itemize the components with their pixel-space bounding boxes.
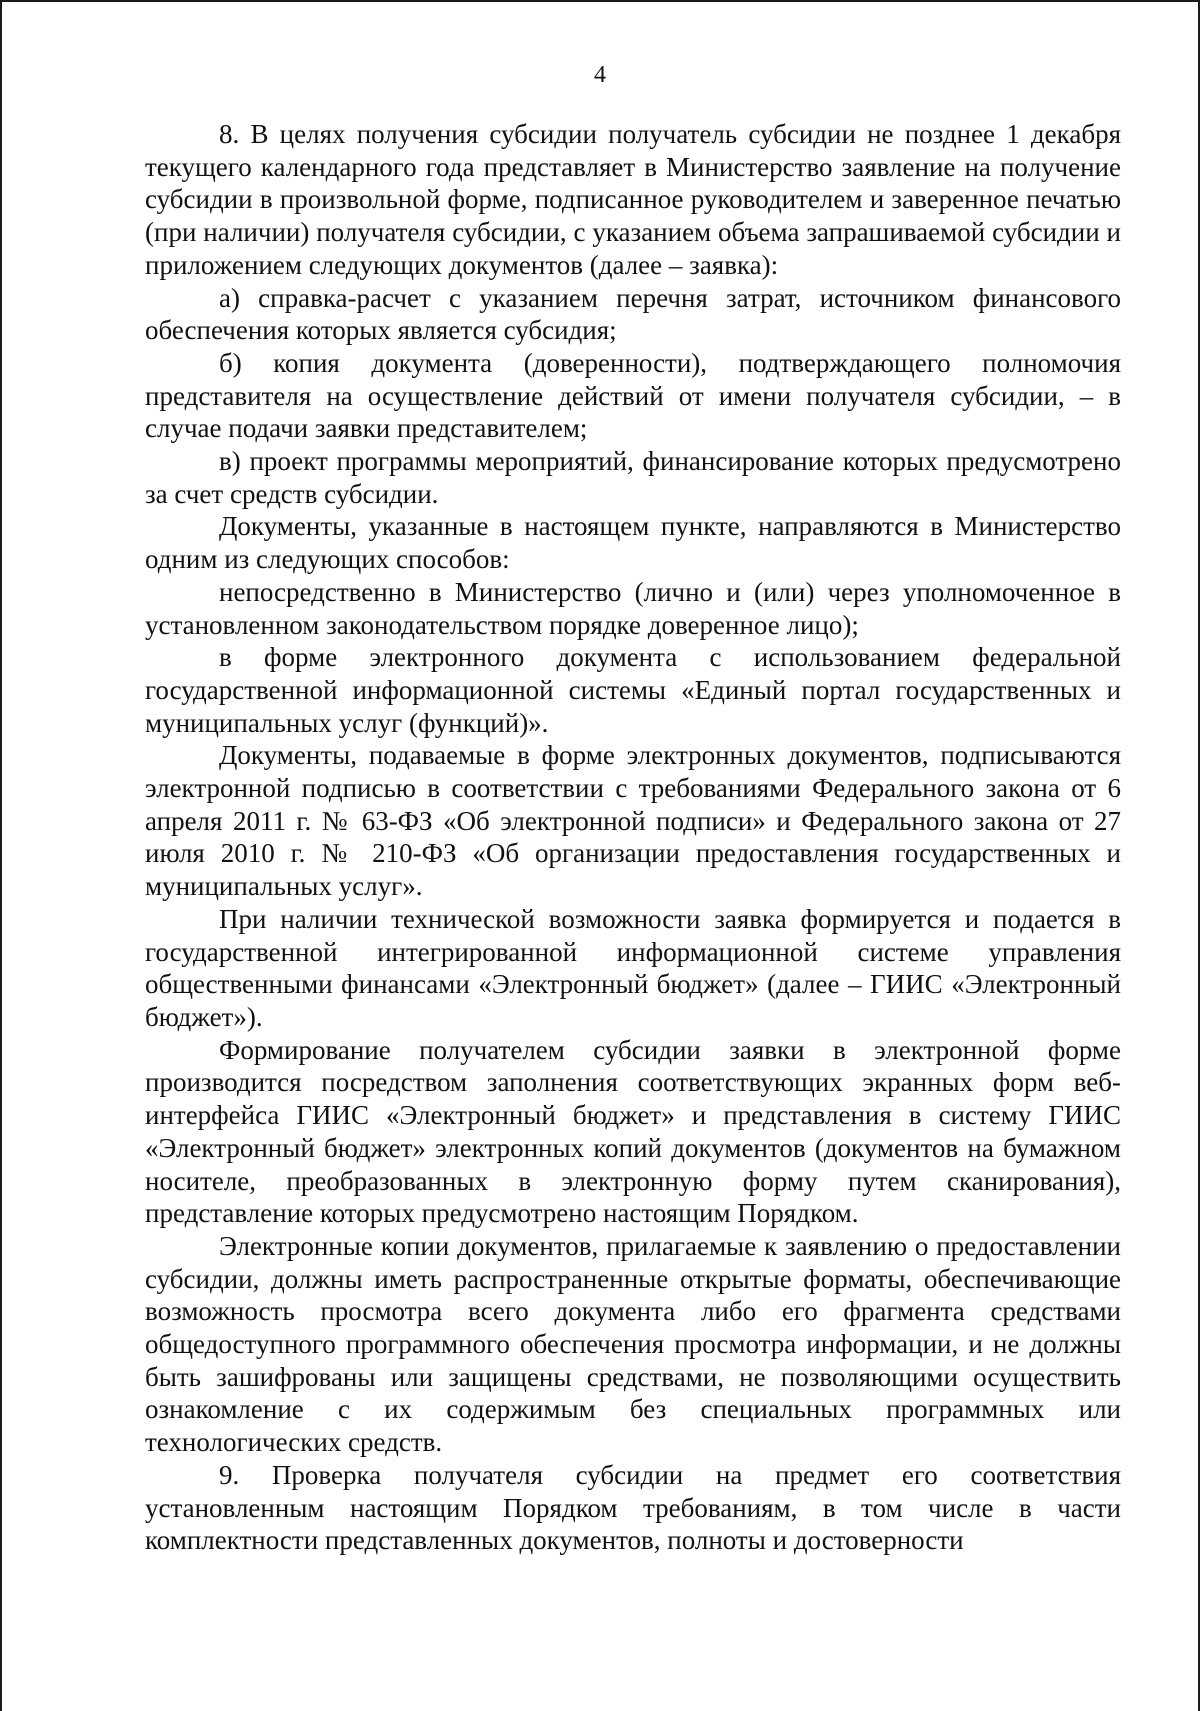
scan-border-left <box>0 0 2 1711</box>
paragraph-8b: б) копия документа (доверенности), подтверждающего полномочия представителя на осуществление действий от имени получателя субсидии, – в случае подачи заявки представителем; <box>145 347 1121 444</box>
paragraph-8a: а) справка-расчет с указанием перечня затрат, источником финансового обеспечения которых является субсидия; <box>145 282 1121 346</box>
paragraph-8-intro: 8. В целях получения субсидии получатель субсидии не позднее 1 декабря текущего календарного года представляет в Министерство заявление на получение субсидии в произвольной форме, подписанное руководителем и заверенное печатью (при наличии) получателя субсидии, с указанием объема запрашиваемой субсидии и приложением следующих документов (далее – заявка): <box>145 119 1121 280</box>
paragraph-electronic-form: Формирование получателем субсидии заявки в электронной форме производится посредством заполнения соответствующих экранных форм веб-интерфейса ГИИС «Электронный бюджет» и представления в систему ГИИС «Электронный бюджет» электронных копий документов (документов на бумажном носителе, преобразованных в электронную форму путем сканирования), представление которых предусмотрено настоящим Порядком. <box>145 1034 1121 1229</box>
paragraph-electronic-signature: Документы, подаваемые в форме электронных документов, подписываются электронной подписью в соответствии с требованиями Федерального закона от 6 апреля 2011 г. № 63-ФЗ «Об электронной подписи» и Федерального закона от 27 июля 2010 г. № 210-ФЗ «Об организации предоставления государственных и муниципальных услуг». <box>145 740 1121 902</box>
paragraph-submission-methods: Документы, указанные в настоящем пункте, направляются в Министерство одним из следующих способов: <box>145 511 1121 575</box>
page-number: 4 <box>594 62 606 88</box>
paragraph-9-verification: 9. Проверка получателя субсидии на предмет его соответствия установленным настоящим Порядком требованиям, в том числе в части комплектности представленных документов, полноты и достоверности <box>145 1459 1121 1556</box>
scan-border-top <box>0 0 1200 2</box>
paragraph-giis-budget: При наличии технической возможности заявка формируется и подается в государственной интегрированной информационной системе управления общественными финансами «Электронный бюджет» (далее – ГИИС «Электронный бюджет»). <box>145 903 1121 1032</box>
paragraph-8v: в) проект программы мероприятий, финансирование которых предусмотрено за счет средств субсидии. <box>145 446 1121 509</box>
document-body <box>145 118 1121 1557</box>
paragraph-electronic-copies: Электронные копии документов, прилагаемые к заявлению о предоставлении субсидии, должны иметь распространенные открытые форматы, обеспечивающие возможность просмотра всего документа либо его фрагмента средствами общедоступного программного обеспечения просмотра информации, и не должны быть зашифрованы или защищены средствами, не позволяющими осуществить ознакомление с их содержимым без специальных программных или технологических средств. <box>145 1230 1121 1458</box>
paragraph-method-direct: непосредственно в Министерство (лично и (или) через уполномоченное в установленном законодательством порядке доверенное лицо); <box>145 576 1121 640</box>
paragraph-method-electronic: в форме электронного документа с использованием федеральной государственной информационной системы «Единый портал государственных и муниципальных услуг (функций)». <box>145 642 1121 738</box>
